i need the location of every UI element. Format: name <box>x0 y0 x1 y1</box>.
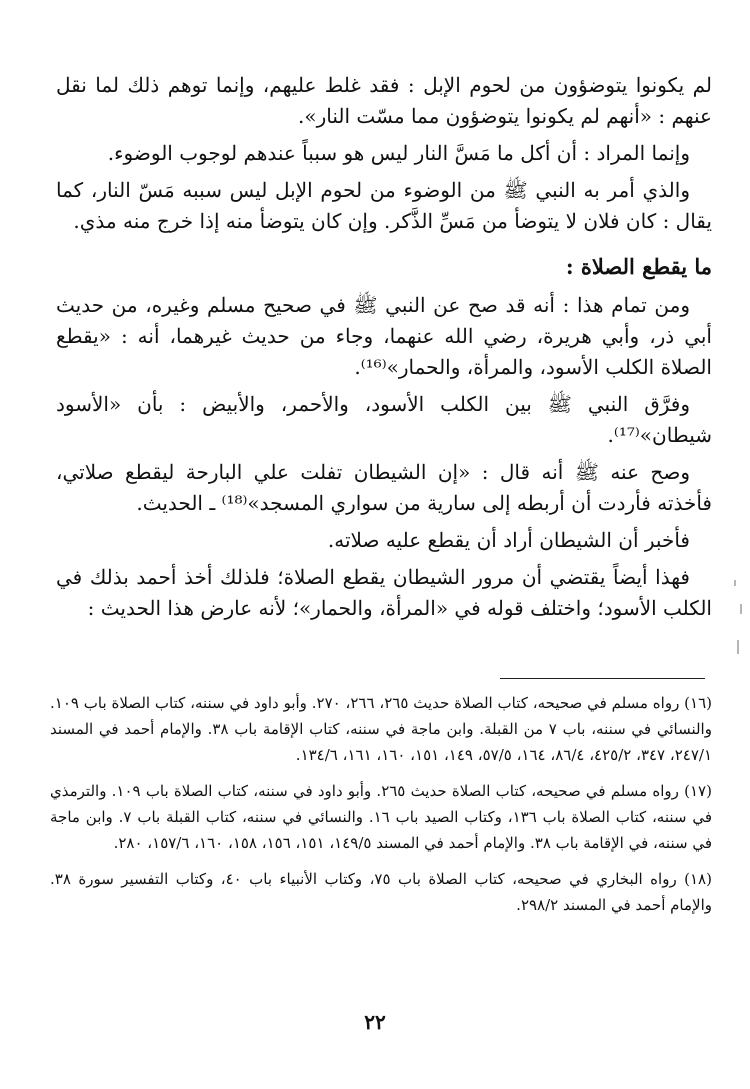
paragraph-1: لم يكونوا يتوضؤون من لحوم الإبل : فقد غلط عليهم، وإنما توهم ذلك لما نقل عنهم : «أنهم لم يكونوا يتوضؤون مما مسّت النار». <box>56 73 712 128</box>
paragraph-6: وصح عنه ﷺ أنه قال : «إن الشيطان تفلت علي البارحة ليقطع صلاتي، فأخذته فأردت أن أربطه إلى سارية من سواري المسجد»⁽¹⁸⁾ ـ الحديث. <box>56 460 712 515</box>
paragraph-5: وفرَّق النبي ﷺ بين الكلب الأسود، والأحمر، والأبيض : بأن «الأسود شيطان»⁽¹⁷⁾. <box>56 392 712 447</box>
main-text <box>56 70 712 630</box>
paragraph-8: فهذا أيضاً يقتضي أن مرور الشيطان يقطع الصلاة؛ فلذلك أخذ أحمد بذلك في الكلب الأسود؛ واختلف قوله في «المرأة، والحمار»؛ لأنه عارض هذا الحديث : <box>56 565 712 620</box>
footnote-16: (١٦) رواه مسلم في صحيحه، كتاب الصلاة حديث ٢٦٥، ٢٦٦، ٢٧٠. وأبو داود في سننه، كتاب الصلاة باب ١٠٩. والنسائي في سننه، باب ٧ من القبلة. وابن ماجة في سننه، كتاب الإقامة باب ٣٨. والإمام أحمد في المسند ٢٤٧/١، ٣٤٧، ٤٢٥/٢، ٨٦/٤، ١٦٤، ٥٧/٥، ١٤٩، ١٥١، ١٦٠، ١٦١، ١٣٤/٦. <box>50 694 712 764</box>
paragraph-2: وإنما المراد : أن أكل ما مَسَّ النار ليس هو سبباً عندهم لوجوب الوضوء. <box>107 141 690 165</box>
paragraph-3: والذي أمر به النبي ﷺ من الوضوء من لحوم الإبل ليس سببه مَسّ النار، كما يقال : كان فلان لا يتوضأ من مَسِّ الذَّكر. وإن كان يتوضأ منه إذا خرج منه مذي. <box>56 178 712 233</box>
section-heading: ما يقطع الصلاة : <box>565 254 712 279</box>
footnote-divider <box>500 678 705 679</box>
page-number: ٢٢ <box>364 1010 386 1034</box>
paragraph-4: ومن تمام هذا : أنه قد صح عن النبي ﷺ في صحيح مسلم وغيره، من حديث أبي ذر، وأبي هريرة، رضي الله عنهما، وجاء من حديث غيرهما، أنه : «يقطع الصلاة الكلب الأسود، والمرأة، والحمار»⁽¹⁶⁾. <box>56 293 712 379</box>
footnotes <box>50 690 712 928</box>
scan-margin-marks <box>728 560 748 700</box>
footnote-17: (١٧) رواه مسلم في صحيحه، كتاب الصلاة حديث ٢٦٥. وأبو داود في سننه، كتاب الصلاة باب ١٠٩. والترمذي في سننه، كتاب الصلاة باب ١٣٦، وكتاب الصيد باب ١٦. والنسائي في سننه، كتاب القبلة باب ٧. وابن ماجة في سننه، في الإقامة باب ٣٨. والإمام أحمد في المسند ١٤٩/٥، ١٥١، ١٥٦، ١٥٨، ١٦٠، ١٥٧/٦، ٢٨٠. <box>50 782 712 852</box>
paragraph-7: فأخبر أن الشيطان أراد أن يقطع عليه صلاته. <box>327 528 690 552</box>
footnote-18: (١٨) رواه البخاري في صحيحه، كتاب الصلاة باب ٧٥، وكتاب الأنبياء باب ٤٠، وكتاب التفسير سورة ٣٨. والإمام أحمد في المسند ٢٩٨/٢. <box>50 870 712 914</box>
